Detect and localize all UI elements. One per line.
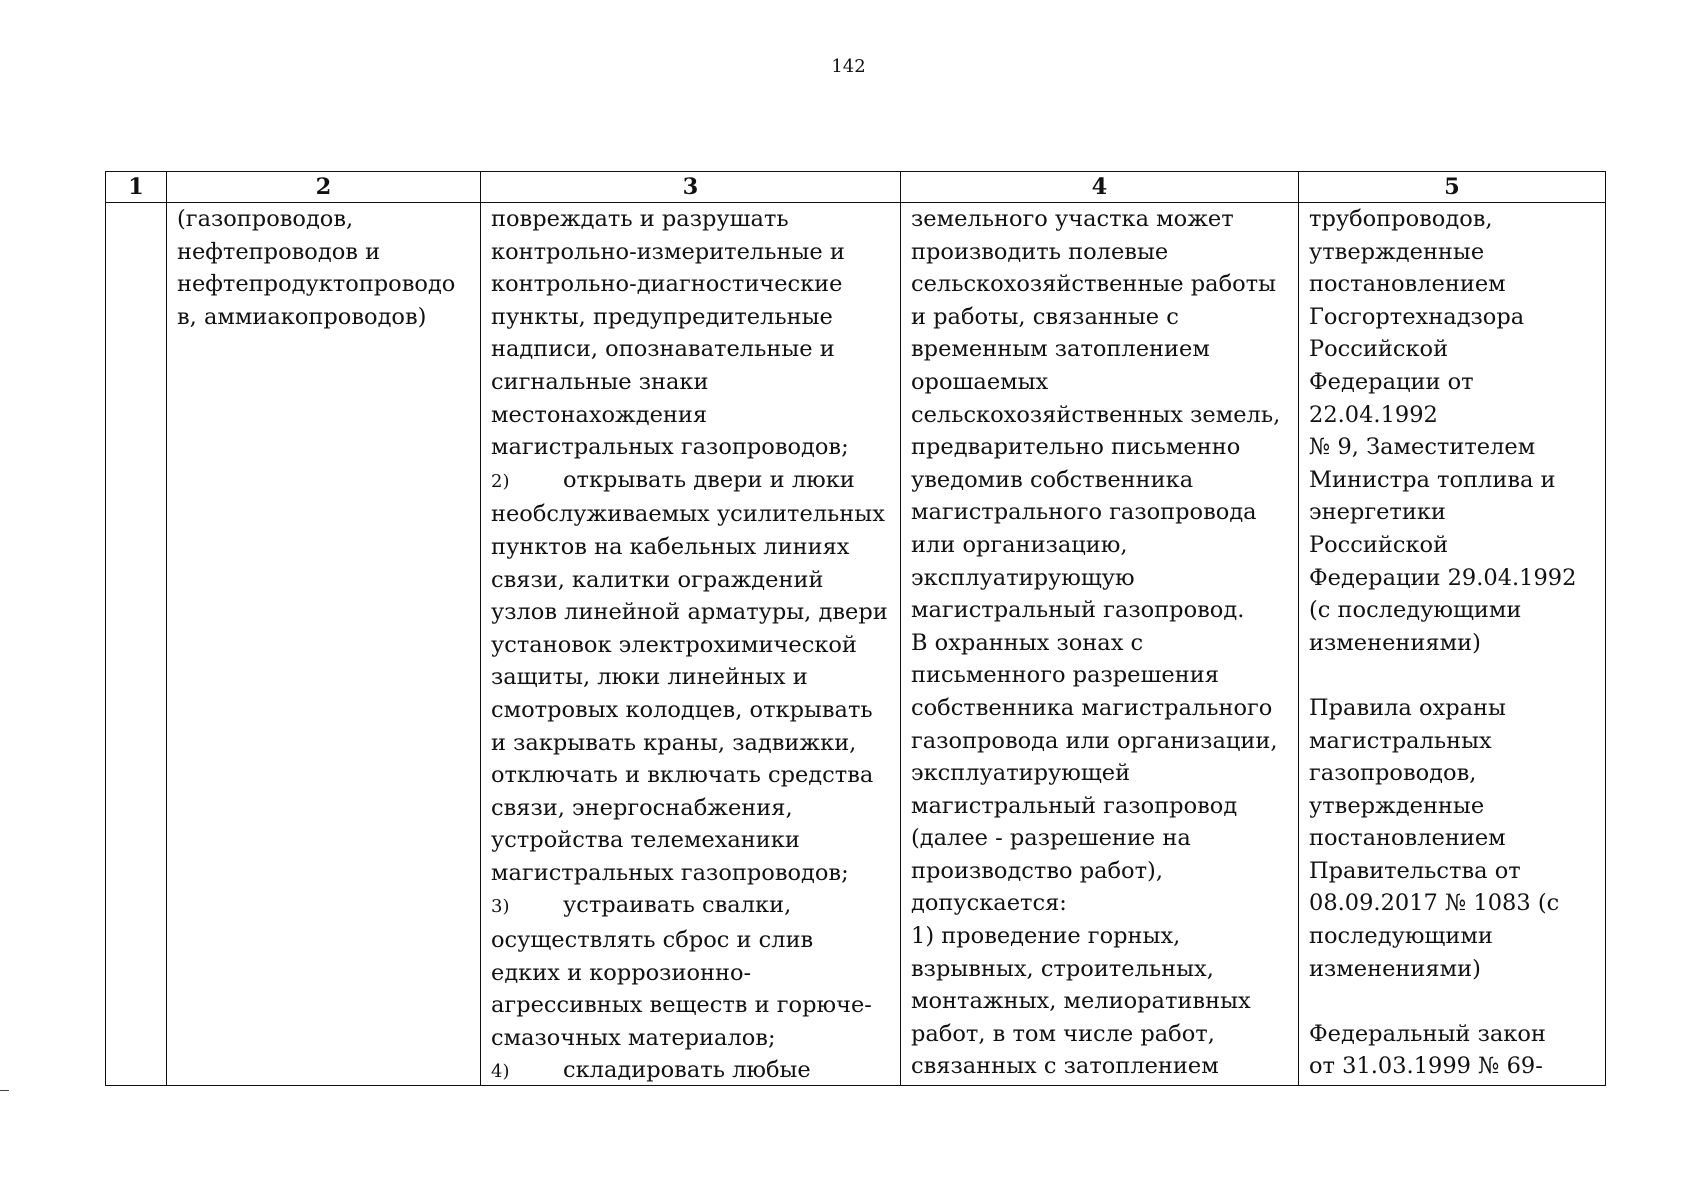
text-line: постановлением [1309,825,1506,852]
text-line: взрывных, строительных, [911,955,1214,982]
column-header-1: 1 [106,172,167,203]
cell-col-4 [901,203,1299,1086]
text-line: местонахождения [491,401,708,428]
text-line: утвержденные [1309,792,1485,819]
text-line: магистральный газопровод. [911,597,1245,624]
text-line: смотровых колодцев, открывать [491,696,873,723]
text-line: едких и коррозионно- [491,959,752,986]
text-line: 4) складировать любые [491,1054,892,1085]
text-line: связи, калитки ограждений [491,566,824,593]
text-line: орошаемых [911,368,1049,395]
text-line: эксплуатирующую [911,564,1135,591]
text-line: смазочных материалов; [491,1024,776,1051]
text-line: монтажных, мелиоративных [911,988,1251,1015]
list-number: 4) [491,1061,510,1083]
text-line: газопроводов, [1309,760,1477,787]
text-line: связи, энергоснабжения, [491,794,793,821]
text-line: земельного участка может [911,206,1234,232]
text-line: магистральных [1309,727,1492,754]
text-line: установок электрохимической [491,631,857,658]
text-line: В охранных зонах с [911,629,1144,656]
text-line: письменного разрешения [911,662,1219,689]
text-line: эксплуатирующей [911,760,1131,787]
text-line: магистральных газопроводов; [491,434,849,461]
margin-mark [0,1090,9,1091]
text-line: предварительно письменно [911,434,1241,461]
text-line: необслуживаемых усилительных [491,501,885,528]
text-line: допускается: [911,890,1067,917]
column-header-5: 5 [1299,172,1606,203]
text-line: изменениями) [1309,955,1481,982]
text-line: постановлением [1309,271,1506,298]
column-header-3: 3 [481,172,901,203]
text-line: пункты, предупредительные [491,303,833,330]
text-line: 1) проведение горных, [911,923,1181,950]
text-line: энергетики [1309,499,1446,526]
text-line: в, аммиакопроводов) [177,303,427,330]
text-line: Федерации от [1309,368,1474,395]
list-number: 3) [491,896,510,918]
list-number: 2) [491,470,510,492]
document-table [105,171,1606,1086]
text-line: (газопроводов, [177,206,354,232]
text-line: 08.09.2017 № 1083 (с [1309,890,1560,917]
text-line: устройства телемеханики [491,827,800,854]
text-line: Федерации 29.04.1992 [1309,564,1577,591]
text-line: контрольно-диагностические [491,271,843,298]
cell-col-1 [106,203,167,1086]
text-line: последующими [1309,923,1493,950]
text-line: газопровода или организации, [911,727,1278,754]
text-line: и закрывать краны, задвижки, [491,729,857,756]
text-line: Российской [1309,336,1449,363]
text-line: утвержденные [1309,238,1485,265]
text-line: уведомив собственника [911,466,1194,493]
text-line: сельскохозяйственных земель, [911,401,1281,428]
text-line: № 9, Заместителем [1309,434,1536,461]
page-number: 142 [831,56,866,77]
text-line: изменениями) [1309,629,1481,656]
text-line [1309,659,1597,692]
text-line: магистрального газопровода [911,499,1257,526]
column-header-2: 2 [167,172,481,203]
text-line: нефтепроводов и [177,238,381,265]
text-line: собственника магистрального [911,694,1273,721]
column-header-4: 4 [901,172,1299,203]
text-line: магистральный газопровод [911,792,1238,819]
cell-col-2 [167,203,481,1086]
text-line: повреждать и разрушать [491,206,789,232]
text-line: связанных с затоплением [911,1053,1219,1080]
text-line: или организацию, [911,531,1128,558]
text-line: надписи, опознавательные и [491,336,835,363]
cell-col-5 [1299,203,1606,1086]
text-line: работ, в том числе работ, [911,1020,1215,1047]
text-line: узлов линейной арматуры, двери [491,599,888,626]
text-line: агрессивных веществ и горюче- [491,992,872,1019]
table-header-row [106,172,1606,203]
text-line: пунктов на кабельных линиях [491,533,850,560]
text-line: 2) открывать двери и люки [491,464,892,499]
text-line: сигнальные знаки [491,368,709,395]
text-line: сельскохозяйственные работы [911,271,1277,298]
text-line: Правительства от [1309,857,1521,884]
text-line: осуществлять сброс и слив [491,927,814,954]
text-line: производство работ), [911,857,1163,884]
text-line: магистральных газопроводов; [491,859,849,886]
text-line: 3) устраивать свалки, [491,889,892,924]
text-line: (далее - разрешение на [911,825,1191,852]
text-line: нефтепродуктопроводо [177,271,456,298]
text-line: 22.04.1992 [1309,401,1438,428]
text-line: Госгортехнадзора [1309,303,1525,330]
text-line: Министра топлива и [1309,466,1556,493]
text-line: от 31.03.1999 № 69- [1309,1053,1543,1080]
text-line: Федеральный закон [1309,1020,1546,1047]
text-line: Российской [1309,531,1449,558]
text-line: защиты, люки линейных и [491,664,808,691]
text-line: временным затоплением [911,336,1210,363]
text-line: и работы, связанные с [911,303,1179,330]
text-line: производить полевые [911,238,1169,265]
text-line [1309,985,1597,1018]
text-line: (с последующими [1309,597,1522,624]
text-line: Правила охраны [1309,694,1506,721]
cell-col-3 [481,203,901,1086]
text-line: трубопроводов, [1309,206,1493,232]
text-line: отключать и включать средства [491,762,874,789]
text-line: контрольно-измерительные и [491,238,845,265]
table-row [106,203,1606,1086]
